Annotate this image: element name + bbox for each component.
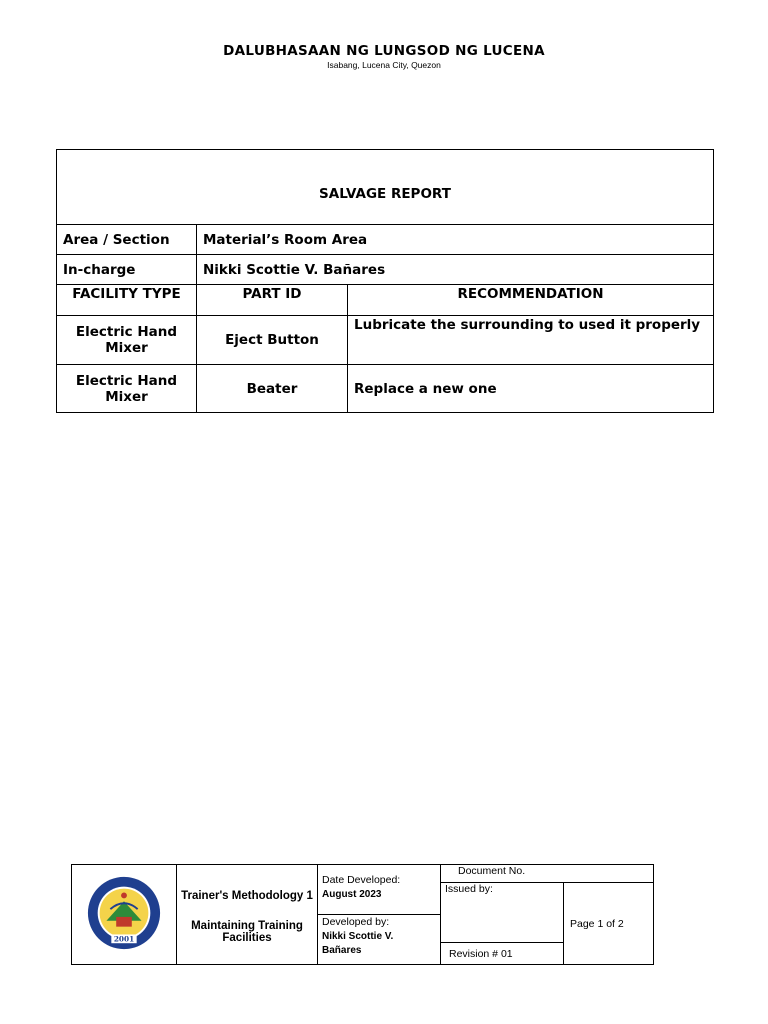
developed-by-cell: [318, 915, 441, 965]
table-row: [57, 365, 714, 413]
recommendation-cell: Replace a new one: [348, 365, 714, 413]
institution-name: DALUBHASAAN NG LUNGSOD NG LUCENA: [223, 43, 545, 59]
column-header-facility-type: FACILITY TYPE: [57, 285, 197, 316]
facility-type-cell: Electric Hand Mixer: [57, 316, 197, 365]
institution-address: Isabang, Lucena City, Quezon: [327, 60, 441, 70]
issued-by-label: Issued by:: [445, 883, 493, 895]
table-row: [57, 316, 714, 365]
document-footer-table: [71, 864, 654, 965]
incharge-label: In-charge: [57, 255, 197, 285]
facility-type-cell: Electric Hand Mixer: [57, 365, 197, 413]
document-number-label: Document No.: [458, 865, 526, 877]
page-number-cell: [564, 883, 654, 965]
module-name: Maintaining Training Facilities: [191, 919, 303, 944]
page-number: Page 1 of 2: [570, 917, 624, 930]
institution-seal-icon: [85, 874, 163, 952]
developed-by-value: Nikki Scottie V. Bañares: [322, 931, 394, 956]
course-name: Trainer's Methodology 1: [181, 889, 313, 902]
part-id-cell: Eject Button: [197, 316, 348, 365]
revision-cell: [441, 943, 564, 965]
document-number-cell: [441, 865, 654, 883]
date-developed-label: Date Developed:: [322, 874, 401, 886]
date-developed-cell: [318, 865, 441, 915]
course-title-cell: [177, 865, 318, 965]
date-developed-value: August 2023: [322, 889, 382, 900]
area-label: Area / Section: [57, 225, 197, 255]
recommendation-cell: Lubricate the surrounding to used it properly: [348, 316, 714, 365]
revision-number: Revision # 01: [449, 947, 513, 960]
report-title: SALVAGE REPORT: [57, 150, 714, 225]
column-header-part-id: PART ID: [197, 285, 348, 316]
area-value: Material’s Room Area: [197, 225, 714, 255]
developed-by-label: Developed by:: [322, 916, 390, 928]
salvage-report-table: [56, 149, 714, 413]
institution-logo-cell: [72, 865, 177, 965]
incharge-value: Nikki Scottie V. Bañares: [197, 255, 714, 285]
part-id-cell: Beater: [197, 365, 348, 413]
logo-year-text: 2001: [113, 934, 135, 944]
column-header-recommendation: RECOMMENDATION: [348, 285, 714, 316]
issued-by-cell: [441, 883, 564, 943]
